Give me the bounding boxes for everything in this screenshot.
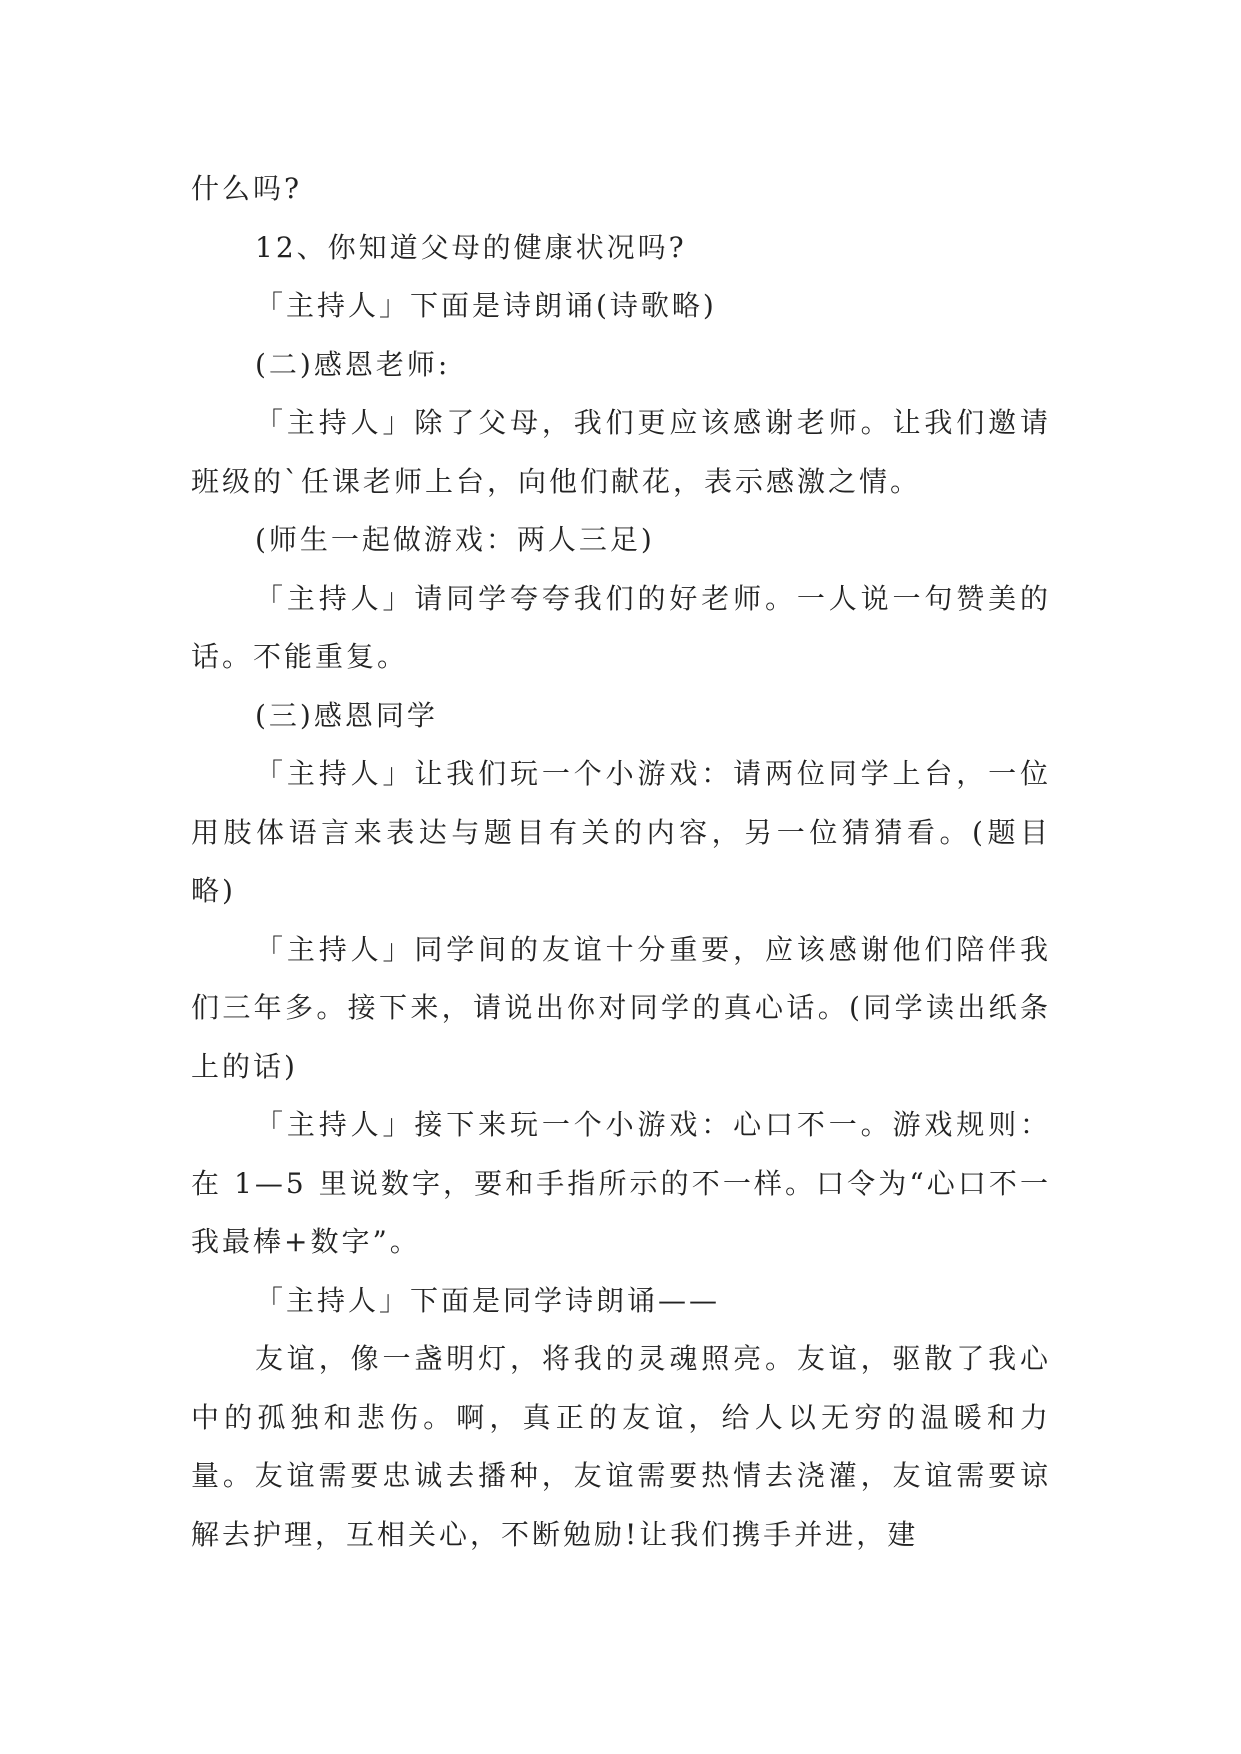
document-body [191, 160, 1051, 1564]
paragraph: 「主持人」同学间的友谊十分重要，应该感谢他们陪伴我们三年多。接下来，请说出你对同学的真心话。(同学读出纸条上的话) [191, 932, 1051, 1083]
paragraph: 「主持人」下面是同学诗朗诵—— [255, 1283, 721, 1317]
paragraph: (三)感恩同学 [255, 698, 438, 732]
paragraph: (师生一起做游戏：两人三足) [255, 523, 655, 556]
paragraph: 什么吗? [191, 172, 303, 205]
paragraph: 12、你知道父母的健康状况吗? [255, 230, 687, 264]
paragraph: 友谊，像一盏明灯，将我的灵魂照亮。友谊，驱散了我心中的孤独和悲伤。啊，真正的友谊，给人以无穷的温暖和力量。友谊需要忠诚去播种，友谊需要热情去浇灌，友谊需要谅解去护理，互相关心，不断勉励!让我们携手并进，建 [191, 1342, 1051, 1551]
paragraph: 「主持人」让我们玩一个小游戏：请两位同学上台，一位用肢体语言来表达与题目有关的内容，另一位猜猜看。(题目略) [191, 757, 1051, 907]
paragraph: 「主持人」请同学夸夸我们的好老师。一人说一句赞美的话。不能重复。 [191, 581, 1051, 673]
paragraph: 「主持人」下面是诗朗诵(诗歌略) [255, 289, 717, 322]
paragraph: 「主持人」接下来玩一个小游戏：心口不一。游戏规则：在 1—5 里说数字，要和手指所示的不一样。口令为“心口不一我最棒+数字”。 [191, 1108, 1051, 1258]
paragraph: (二)感恩老师: [255, 347, 451, 381]
paragraph: 「主持人」除了父母，我们更应该感谢老师。让我们邀请班级的`任课老师上台，向他们献花，表示感激之情。 [191, 406, 1051, 498]
